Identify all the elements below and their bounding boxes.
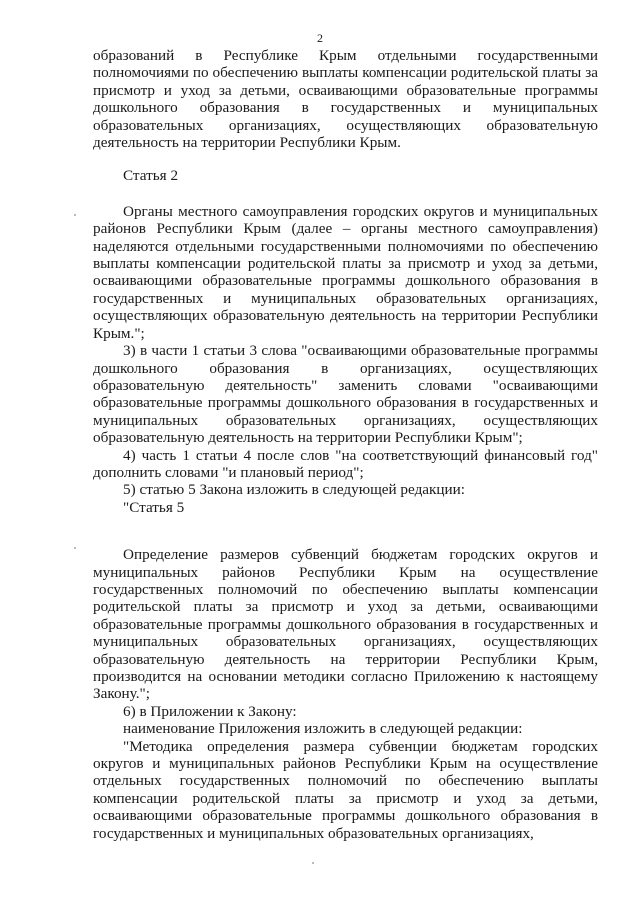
scan-mark bbox=[74, 547, 76, 549]
amendment-item-6: 6) в Приложении к Закону: bbox=[123, 702, 297, 720]
paragraph-continuation: образований в Республике Крым отдельными государственными полномочиями по обеспечению выплаты компенсации родительской платы за присмотр и уход за детьми, осваивающими образовательные программы дошкольного образования в государственных и муниципальных образовательных организациях, осуществляющих образовательную деятельность на территории Республики Крым. bbox=[93, 47, 598, 152]
scan-mark bbox=[74, 214, 76, 216]
article-5-paragraph: Определение размеров субвенций бюджетам городских округов и муниципальных районов Республики Крым на осуществление государственных полномочий по обеспечению выплаты компенсации родительской платы за присмотр и уход за детьми, осваивающими образовательные программы дошкольного образования в государственных и муниципальных образовательных организациях, осуществляющих образовательную деятельность на территории Республики Крым, производится на основании методики согласно Приложению к настоящему Закону."; bbox=[93, 546, 598, 703]
methodology-title-paragraph: "Методика определения размера субвенции бюджетам городских округов и муниципальных районов Республики Крым на осуществление отдельных государственных полномочий по обеспечению выплаты компенсации родительской платы за присмотр и уход за детьми, осваивающими образовательные программы дошкольного образования в государственных и муниципальных образовательных организациях, bbox=[93, 737, 598, 842]
page-number: 2 bbox=[317, 31, 323, 45]
article-5-heading: "Статья 5 bbox=[123, 498, 185, 516]
document-body bbox=[93, 47, 598, 842]
scan-mark bbox=[312, 862, 314, 864]
appendix-name-instruction: наименование Приложения изложить в следующей редакции: bbox=[123, 720, 523, 738]
article-2-paragraph: Органы местного самоуправления городских округов и муниципальных районов Республики Крым (далее – органы местного самоуправления) наделяются отдельными государственными полномочиями по обеспечению выплаты компенсации родительской платы за присмотр и уход за детьми, осваивающими образовательные программы дошкольного образования в государственных и муниципальных образовательных организациях, осуществляющих образовательную деятельность на территории Республики Крым."; bbox=[93, 202, 598, 342]
amendment-item-4: 4) часть 1 статьи 4 после слов "на соответствующий финансовый год" дополнить словами "и плановый период"; bbox=[93, 446, 598, 481]
article-2-heading: Статья 2 bbox=[123, 167, 179, 185]
amendment-item-3: 3) в части 1 статьи 3 слова "осваивающими образовательные программы дошкольного образования в организациях, осуществляющих образовательную деятельность" заменить словами "осваивающими образовательные программы дошкольного образования в государственных и муниципальных образовательных организациях, осуществляющих образовательную деятельность на территории Республики Крым"; bbox=[93, 342, 598, 447]
amendment-item-5: 5) статью 5 Закона изложить в следующей редакции: bbox=[123, 481, 466, 499]
